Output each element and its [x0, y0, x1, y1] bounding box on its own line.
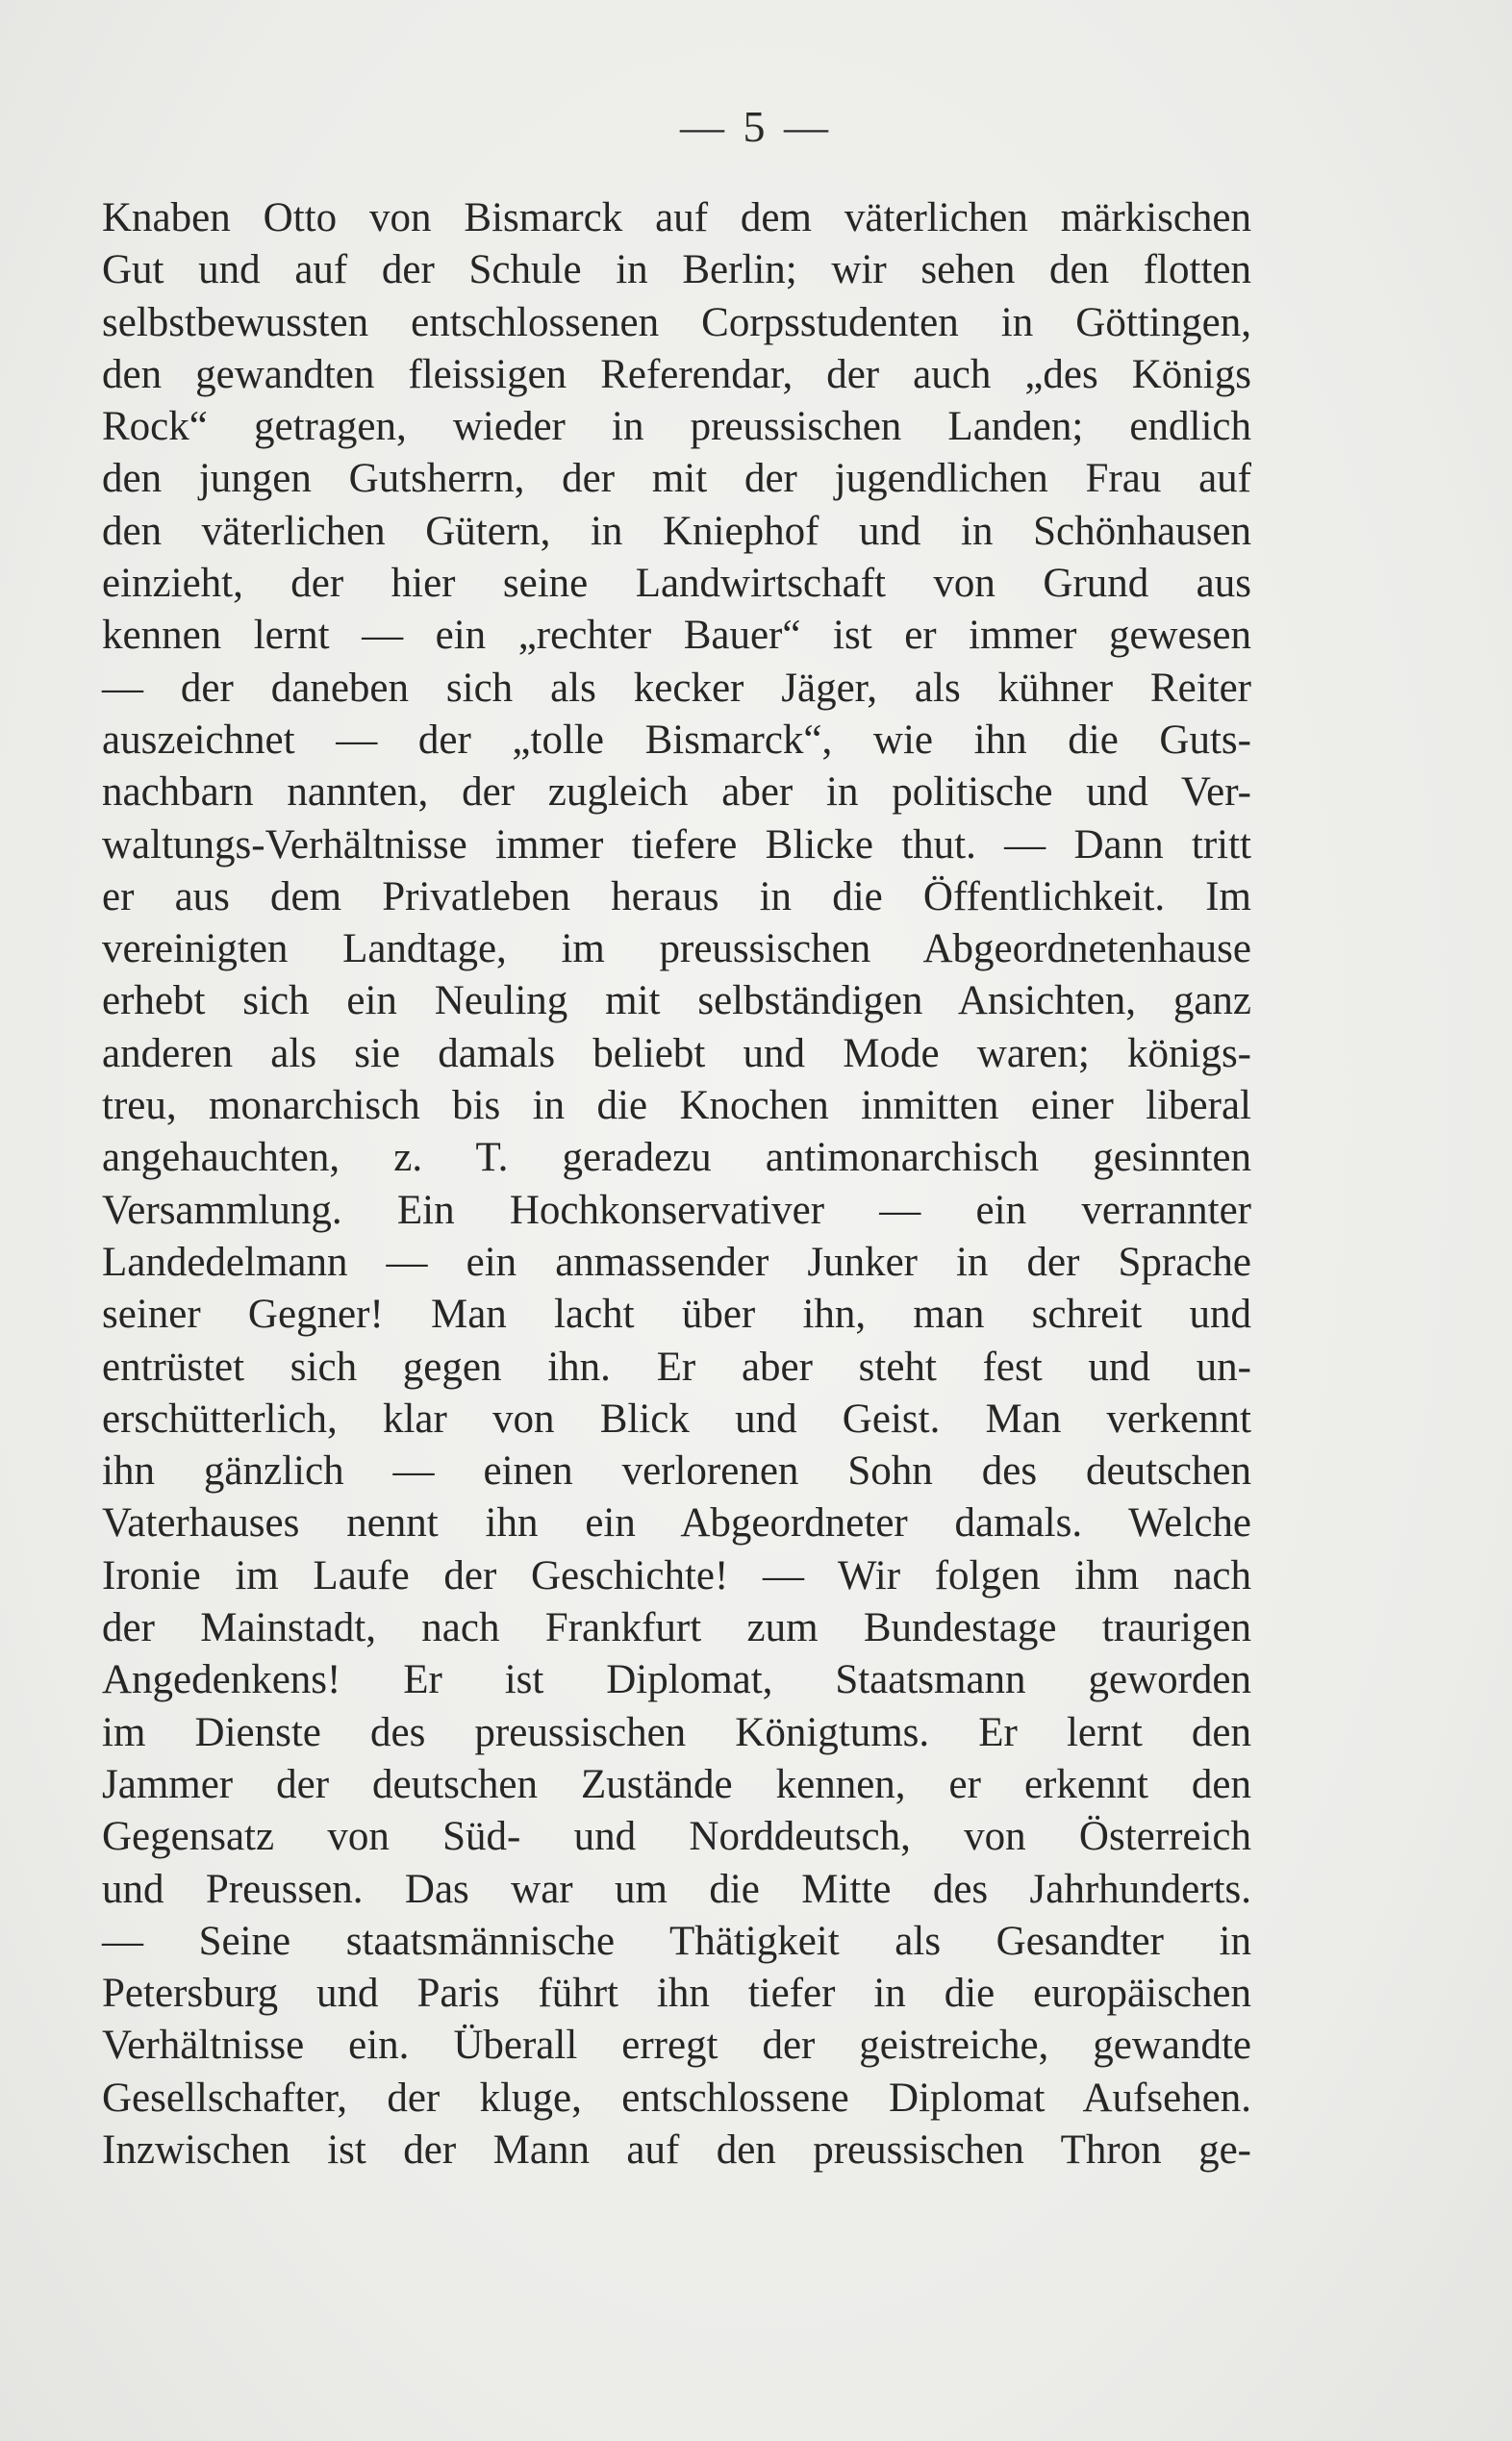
page-number: — 5 —: [680, 102, 832, 151]
text-line: — der daneben sich als kecker Jäger, als kühner Reiter: [102, 665, 1251, 711]
text-line: Gegensatz von Süd- und Norddeutsch, von Österreich: [102, 1814, 1251, 1860]
text-line: Verhältnisse ein. Überall erregt der geistreiche, gewandte: [102, 2023, 1251, 2069]
text-line: entrüstet sich gegen ihn. Er aber steht fest und un-: [102, 1344, 1251, 1390]
text-line: der Mainstadt, nach Frankfurt zum Bundestage traurigen: [102, 1605, 1251, 1651]
text-line: Landedelmann — ein anmassender Junker in der Sprache: [102, 1239, 1251, 1285]
text-line: Versammlung. Ein Hochkonservativer — ein verrannter: [102, 1187, 1251, 1233]
text-line: ihn gänzlich — einen verlorenen Sohn des deutschen: [102, 1448, 1251, 1495]
text-line: waltungs-Verhältnisse immer tiefere Blicke thut. — Dann tritt: [102, 821, 1251, 868]
text-line: den jungen Gutsherrn, der mit der jugendlichen Frau auf: [102, 456, 1251, 502]
text-line: er aus dem Privatleben heraus in die Öffentlichkeit. Im: [102, 873, 1251, 919]
text-line: und Preussen. Das war um die Mitte des Jahrhunderts.: [102, 1866, 1251, 1912]
text-line: den gewandten fleissigen Referendar, der auch „des Königs: [102, 351, 1251, 397]
text-line: den väterlichen Gütern, in Kniephof und in Schönhausen: [102, 508, 1251, 554]
text-line: Vaterhauses nennt ihn ein Abgeordneter damals. Welche: [102, 1500, 1251, 1547]
text-line: Angedenkens! Er ist Diplomat, Staatsmann geworden: [102, 1657, 1251, 1703]
body-text: [102, 192, 1251, 2177]
text-line: Inzwischen ist der Mann auf den preussischen Thron ge-: [102, 2126, 1251, 2173]
text-line: nachbarn nannten, der zugleich aber in politische und Ver-: [102, 769, 1251, 816]
text-line: vereinigten Landtage, im preussischen Abgeordnetenhause: [102, 926, 1251, 972]
text-line: Jammer der deutschen Zustände kennen, er erkennt den: [102, 1761, 1251, 1807]
text-line: treu, monarchisch bis in die Knochen inmitten einer liberal: [102, 1083, 1251, 1129]
text-line: Rock“ getragen, wieder in preussischen Landen; endlich: [102, 404, 1251, 450]
text-line: seiner Gegner! Man lacht über ihn, man schreit und: [102, 1292, 1251, 1338]
text-line: — Seine staatsmännische Thätigkeit als Gesandter in: [102, 1918, 1251, 1964]
text-line: Gut und auf der Schule in Berlin; wir sehen den flotten: [102, 247, 1251, 293]
text-line: im Dienste des preussischen Königtums. Er lernt den: [102, 1709, 1251, 1755]
text-line: Knaben Otto von Bismarck auf dem väterlichen märkischen: [102, 195, 1251, 240]
text-line: einzieht, der hier seine Landwirtschaft von Grund aus: [102, 561, 1251, 607]
text-line: erschütterlich, klar von Blick und Geist. Man verkennt: [102, 1396, 1251, 1442]
text-line: erhebt sich ein Neuling mit selbständigen Ansichten, ganz: [102, 978, 1251, 1024]
text-line: anderen als sie damals beliebt und Mode waren; königs-: [102, 1030, 1251, 1076]
text-line: angehauchten, z. T. geradezu antimonarchisch gesinnten: [102, 1135, 1251, 1181]
text-line: auszeichnet — der „tolle Bismarck“, wie ihn die Guts-: [102, 717, 1251, 763]
text-line: Gesellschafter, der kluge, entschlossene Diplomat Aufsehen.: [102, 2075, 1251, 2121]
text-line: selbstbewussten entschlossenen Corpsstudenten in Göttingen,: [102, 299, 1251, 345]
text-line: kennen lernt — ein „rechter Bauer“ ist er immer gewesen: [102, 613, 1251, 659]
text-line: Petersburg und Paris führt ihn tiefer in die europäischen: [102, 1971, 1251, 2017]
text-line: Ironie im Laufe der Geschichte! — Wir folgen ihm nach: [102, 1552, 1251, 1598]
